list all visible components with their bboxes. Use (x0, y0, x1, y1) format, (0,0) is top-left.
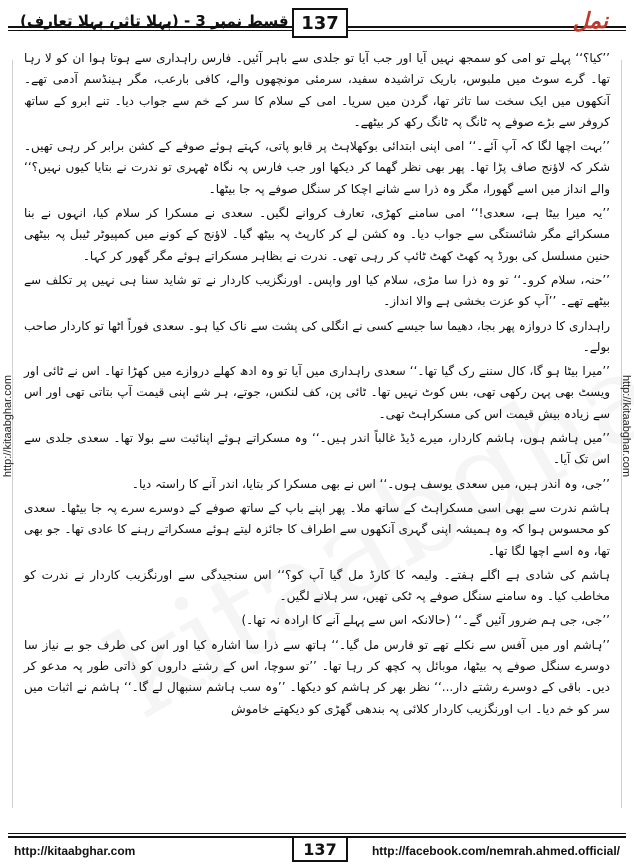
footer-rule (8, 833, 626, 834)
paragraph: ’’جی، وہ اندر ہیں، میں سعدی یوسف ہوں۔‘‘ اس نے بھی مسکرا کر بتایا، اندر آنے کا راستہ دیا۔ (131, 476, 610, 491)
paragraph: ہاشم ندرت سے بھی اسی مسکراہٹ کے ساتھ ملا۔ پھر اپنے باپ کے ساتھ صوفے کے دوسرے سرے پہ جا بیٹھا۔ سعدی کو محسوس ہوا کہ وہ ہمیشہ اپنی گہری آنکھوں سے اطراف کا جائزہ لیتے ہوئے مسکراتے رہنے کا عادی تھا۔ جو بھی تھا، وہ اسے اچھا لگا تھا۔ (24, 500, 611, 558)
story-text (24, 48, 610, 820)
page-number-top: 137 (292, 8, 348, 38)
footer-website-link[interactable]: http://kitaabghar.com (14, 844, 136, 858)
paragraph: ہاشم کی شادی ہے اگلے ہفتے۔ ولیمہ کا کارڈ مل گیا آپ کو؟‘‘ اس سنجیدگی سے اورنگزیب کاردار نے ندرت کو مخاطب کیا۔ وہ سامنے سنگل صوفے پہ ٹکی تھیں، سر ہلانے لگیں۔ (24, 567, 610, 604)
left-side-watermark: http://kitaabghar.com (2, 374, 14, 478)
right-side-watermark: http://kitaabghar.com (620, 374, 632, 478)
paragraph: ’’میں ہاشم ہوں، ہاشم کاردار، میرے ڈیڈ غالباً اندر ہیں۔‘‘ وہ مسکراتے ہوئے اپنائیت سے بولا تھا۔ سعدی جلدی سے اس تک آیا۔ (24, 431, 610, 467)
paragraph: ’’ہاشم اور میں آفس سے نکلے تھے تو فارس مل گیا۔‘‘ ہاتھ سے ذرا سا اشارہ کیا اور اس کی طرف جو بے نیاز سا دوسرے سنگل صوفے پہ بیٹھا، موبائل پہ کچھ کر رہا تھا۔ ’’تو سوچا، اس کے رشتے داروں کو ذاتی طور پہ مدعو کر دیں۔ باقی کے دوسرے رشتے دار...‘‘ نظر بھر کر ہاشم کو دیکھا۔ ’’وہ سب ہاشم سنبھال لے گا۔‘‘ ہاشم نے اثبات میں سر کو خم دیا۔ اب اورنگزیب کاردار کلائی پہ بندھی گھڑی کو دیکھتے خاموش (24, 637, 610, 716)
book-title-logo: نمل (572, 8, 608, 34)
paragraph: ’’جی، جی ہم ضرور آئیں گے۔‘‘ (حالانکہ اس سے پہلے آنے کا ارادہ نہ تھا۔) (241, 613, 610, 628)
paragraph: راہداری کا دروازہ پھر بجا، دھیما سا جیسے کسی نے انگلی کی پشت سے ناک کیا ہو۔ سعدی فوراً اٹھا تو کاردار صاحب بولے۔ (24, 318, 610, 354)
paragraph: ’’بہت اچھا لگا کہ آپ آئے۔‘‘ امی اپنی ابتدائی بوکھلاہٹ پر قابو پاتی، کہتے ہوئے صوفے کے کشن برابر کر رہی تھیں۔ شکر کہ لاؤنج صاف پڑا تھا۔ پھر بھی نظر گھما کر دیکھا اور جب فارس پہ نگاہ ٹھہری تو ندرت نے بتایا کیوں نہیں؟‘‘ والے انداز میں اسے گھورا، مگر وہ ذرا سے شانے اچکا کر سنگل صوفے پہ جا بیٹھا۔ (24, 139, 610, 196)
paragraph: ’’میرا بیٹا ہو گا، کال سننے رک گیا تھا۔‘‘ سعدی راہداری میں آیا تو وہ ادھ کھلے دروازے میں کھڑا تھا۔ اس نے ٹائی اور ویسٹ بھی پہن رکھی تھی، بس کوٹ نہیں تھا۔ ٹائی پن، کف لنکس، جوتے، ہر شے اپنی قیمت آپ بتاتی تھی اور اس سے زیادہ بیش قیمت اس کی مسکراہٹ تھی۔ (24, 364, 610, 421)
paragraph: ’’یہ میرا بیٹا ہے، سعدی!‘‘ امی سامنے کھڑی، تعارف کروانے لگیں۔ سعدی نے مسکرا کر سلام کیا، انہوں نے بنا مسکرائے مگر شائستگی سے جواب دیا۔ وہ کشن لے کر کارپٹ پہ بیٹھ گیا۔ لاؤنج کے کونے میں کمپیوٹر ٹیبل پہ بیٹھی حنین مسلسل کی بورڈ پہ کھٹ کھٹ ٹائپ کر رہی تھی۔ ندرت نے بظاہر مسکراتے ہوئے مگر گھور کر کہا۔ (24, 206, 610, 263)
episode-title: قسط نمبر 3 - (پہلا تاثر، پہلا تعارف) (20, 12, 289, 30)
footer-facebook-link[interactable]: http://facebook.com/nemrah.ahmed.official/ (371, 844, 620, 858)
paragraph: ’’حنہ، سلام کرو۔‘‘ تو وہ ذرا سا مڑی، سلام کیا اور واپس۔ اورنگزیب کاردار نے تو شاید سنا ہی نہیں پر تکلف سے بیٹھے تھے۔ ’’آپ کو عزت بخشی ہے والا انداز۔ (24, 272, 610, 309)
paragraph: ’’کیا؟‘‘ پہلے تو امی کو سمجھ نہیں آیا اور جب آیا تو جلدی سے باہر آئیں۔ فارس راہداری سے ہوتا ہوا ان کو لا رہا تھا۔ گرے سوٹ میں ملبوس، باریک تراشیدہ سفید، سرمئی مونچھوں والے، کافی بارعب، مگر ہینڈسم آدمی تھے۔ آنکھوں میں ایک سخت سا تاثر تھا، گردن میں سریا۔ امی کے سلام کا سر کے خم سے جواب دیا۔ تنے ابرو کے ساتھ کروفر سے بڑے صوفے پہ ٹانگ پہ ٹانگ رکھ کر بیٹھے۔ (24, 51, 610, 129)
page-number-bottom: 137 (292, 836, 348, 862)
